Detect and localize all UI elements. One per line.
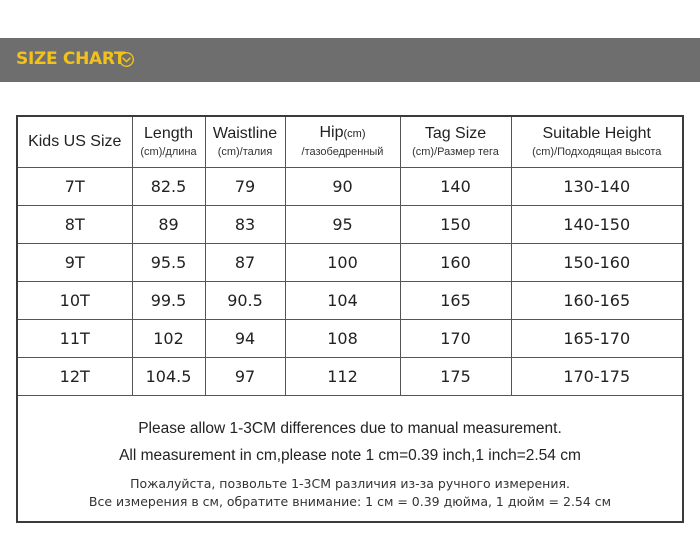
cell-length: 99.5 (132, 281, 205, 319)
cell-waistline: 90.5 (205, 281, 285, 319)
table-header-row (18, 117, 682, 167)
cell-tag-size: 175 (400, 357, 511, 395)
cell-hip: 108 (285, 319, 400, 357)
cell-size: 10T (18, 281, 132, 319)
banner-title: SIZE CHART (16, 49, 126, 69)
header-tag-size (400, 117, 511, 167)
note-english-conversion: All measurement in cm,please note 1 cm=0.39 inch,1 inch=2.54 cm (119, 447, 581, 464)
cell-hip: 112 (285, 357, 400, 395)
cell-length: 89 (132, 205, 205, 243)
cell-waistline: 87 (205, 243, 285, 281)
cell-suitable-height: 130-140 (511, 167, 682, 205)
cell-waistline: 83 (205, 205, 285, 243)
measurement-notes (18, 395, 682, 521)
header-unit: (cm)/Размер тега (412, 145, 499, 158)
header-label: Hip (319, 124, 344, 142)
header-suitable-height (511, 117, 682, 167)
cell-hip: 90 (285, 167, 400, 205)
header-hip (285, 117, 400, 167)
cell-hip: 95 (285, 205, 400, 243)
cell-tag-size: 170 (400, 319, 511, 357)
cell-size: 11T (18, 319, 132, 357)
chevron-down-circle-icon (118, 51, 135, 68)
table-row (18, 205, 682, 243)
cell-hip: 100 (285, 243, 400, 281)
header-label: Kids US Size (28, 132, 122, 150)
cell-suitable-height: 150-160 (511, 243, 682, 281)
note-russian-conversion: Все измерения в см, обратите внимание: 1 см = 0.39 дюйма, 1 дюйм = 2.54 см (88, 494, 612, 509)
note-english-allowance: Please allow 1-3CM differences due to manual measurement. (138, 420, 562, 437)
header-label-group (288, 124, 398, 143)
cell-size: 12T (18, 357, 132, 395)
cell-waistline: 79 (205, 167, 285, 205)
cell-suitable-height: 140-150 (511, 205, 682, 243)
header-label: Suitable Height (542, 124, 651, 142)
cell-size: 9T (18, 243, 132, 281)
cell-waistline: 97 (205, 357, 285, 395)
size-chart-frame (16, 115, 684, 523)
cell-waistline: 94 (205, 319, 285, 357)
header-kids-us-size (18, 117, 132, 167)
table-row (18, 243, 682, 281)
cell-tag-size: 150 (400, 205, 511, 243)
cell-hip: 104 (285, 281, 400, 319)
header-label: Tag Size (424, 124, 487, 142)
cell-tag-size: 160 (400, 243, 511, 281)
cell-suitable-height: 165-170 (511, 319, 682, 357)
cell-suitable-height: 160-165 (511, 281, 682, 319)
table-row (18, 357, 682, 395)
header-unit: /тазобедренный (301, 146, 384, 159)
header-unit: (cm)/талия (217, 145, 273, 158)
cell-size: 8T (18, 205, 132, 243)
header-label: Length (144, 124, 193, 142)
cell-tag-size: 140 (400, 167, 511, 205)
header-unit: (cm)/длина (140, 145, 197, 158)
cell-length: 104.5 (132, 357, 205, 395)
header-label: Waistline (212, 124, 278, 142)
size-chart-banner (0, 38, 700, 82)
header-length (132, 117, 205, 167)
cell-suitable-height: 170-175 (511, 357, 682, 395)
header-waistline (205, 117, 285, 167)
table-row (18, 319, 682, 357)
table-row (18, 167, 682, 205)
cell-length: 82.5 (132, 167, 205, 205)
size-table (18, 117, 682, 396)
cell-tag-size: 165 (400, 281, 511, 319)
header-unit: (cm)/Подходящая высота (532, 145, 662, 158)
header-unit-inline: (cm) (343, 128, 366, 141)
table-row (18, 281, 682, 319)
cell-length: 95.5 (132, 243, 205, 281)
note-russian-allowance: Пожалуйста, позвольте 1-3CM различия из-за ручного измерения. (130, 476, 570, 491)
cell-size: 7T (18, 167, 132, 205)
cell-length: 102 (132, 319, 205, 357)
